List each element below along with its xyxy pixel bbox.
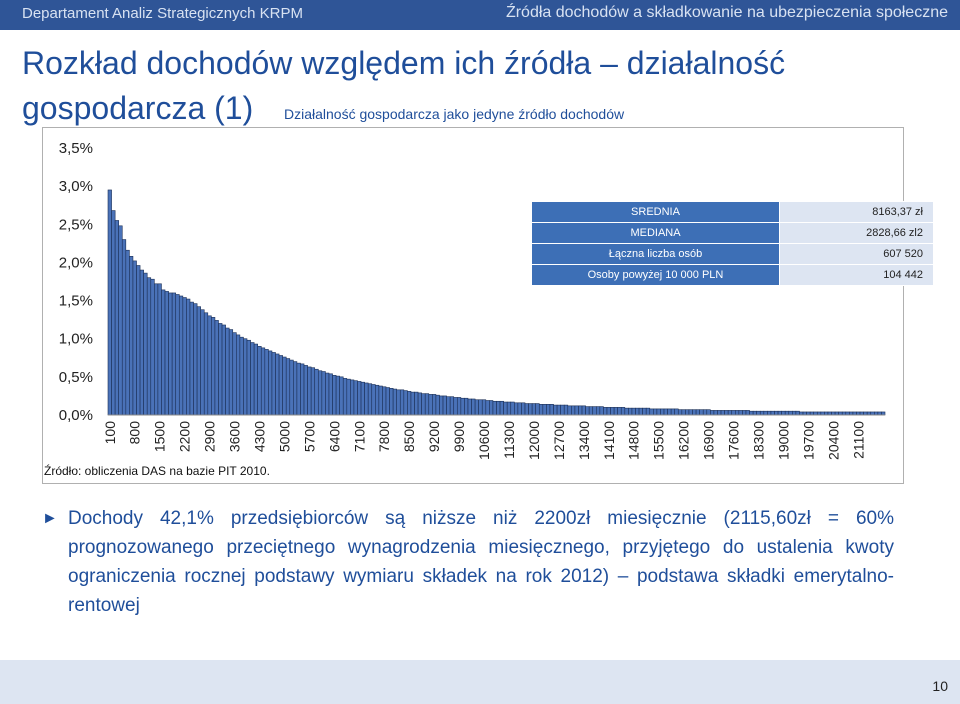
bar (350, 380, 354, 415)
bar (251, 343, 255, 415)
bar (593, 407, 597, 415)
x-tick-label: 9200 (426, 421, 443, 453)
bar (571, 406, 575, 415)
x-tick-label: 18300 (750, 421, 767, 460)
bar (393, 389, 397, 415)
stats-row-total (532, 244, 934, 265)
bar (122, 240, 126, 415)
bar (717, 410, 721, 415)
bar (368, 384, 372, 415)
bar (204, 313, 208, 415)
x-tick-label: 3600 (226, 421, 243, 453)
bar (586, 407, 590, 415)
y-tick-label: 3,0% (58, 178, 93, 196)
stats-table (531, 201, 934, 286)
x-tick-label: 2200 (176, 421, 193, 453)
bar (147, 278, 151, 415)
bar (621, 407, 625, 415)
bar (575, 406, 579, 415)
bar (707, 410, 711, 415)
stats-row-median (532, 223, 934, 244)
bar (682, 410, 686, 415)
x-tick-label: 19000 (775, 421, 792, 460)
bar (357, 381, 361, 415)
bar (336, 376, 340, 415)
bar (771, 411, 775, 415)
bar (400, 390, 404, 415)
x-tick-label: 15500 (650, 421, 667, 460)
bar (614, 407, 618, 415)
bar (382, 387, 386, 415)
bar (372, 384, 376, 415)
bar (557, 405, 561, 415)
bar (685, 410, 689, 415)
bar (464, 398, 468, 415)
bar (229, 330, 233, 415)
bar (447, 397, 451, 415)
bar (778, 411, 782, 415)
bar (211, 317, 215, 415)
bar (176, 294, 180, 415)
bar (293, 362, 297, 415)
bar (190, 302, 194, 415)
x-tick-label: 16900 (700, 421, 717, 460)
stats-label: MEDIANA (532, 223, 780, 244)
bar (258, 346, 262, 415)
bar (418, 393, 422, 415)
bar (283, 357, 287, 415)
bar (668, 409, 672, 415)
bar (215, 320, 219, 415)
bar (247, 340, 251, 415)
bar (154, 284, 158, 415)
stats-value: 2828,66 zl2 (780, 223, 934, 244)
bar (226, 328, 230, 415)
page-number: 10 (932, 678, 948, 694)
bar (129, 256, 133, 415)
bar (397, 390, 401, 415)
bar (489, 401, 493, 415)
bar (265, 349, 269, 415)
bar (333, 375, 337, 415)
bar (493, 401, 497, 415)
bar (222, 325, 226, 415)
bar (514, 403, 518, 415)
bar (443, 396, 447, 415)
bar (308, 367, 312, 415)
bar (710, 410, 714, 415)
slide-title-line1: Rozkład dochodów względem ich źródła – działalność (22, 45, 786, 81)
bar (725, 410, 729, 415)
x-tick-label: 21100 (850, 421, 867, 459)
bar (461, 398, 465, 415)
bar (632, 408, 636, 415)
bullet-point (42, 504, 894, 620)
bar (728, 410, 732, 415)
bar (525, 404, 529, 415)
bar (675, 409, 679, 415)
bar (243, 339, 247, 415)
bar (201, 310, 205, 415)
bar (600, 407, 604, 415)
x-tick-label: 5700 (301, 421, 318, 453)
x-tick-label: 5000 (276, 421, 293, 453)
x-tick-label: 13400 (575, 421, 592, 460)
bar (165, 291, 169, 415)
bar (607, 407, 611, 415)
bar (169, 293, 173, 415)
bar (254, 344, 258, 415)
x-tick-label: 9900 (451, 421, 468, 453)
bar (140, 270, 144, 415)
bar (347, 379, 351, 415)
bar (126, 250, 130, 415)
bar (550, 404, 554, 415)
y-tick-label: 1,0% (58, 330, 93, 348)
bar (792, 411, 796, 415)
bar (108, 190, 112, 415)
x-tick-label: 1500 (151, 421, 168, 453)
bar (186, 299, 190, 415)
bar (379, 386, 383, 415)
bar (546, 404, 550, 415)
bar (311, 368, 315, 415)
bar (151, 279, 155, 415)
bar (653, 409, 657, 415)
bar (618, 407, 622, 415)
y-tick-label: 3,5% (58, 140, 93, 157)
bar (172, 293, 176, 415)
presentation-topic: Źródła dochodów a składkowanie na ubezpieczenia społeczne (505, 4, 948, 21)
x-tick-label: 100 (101, 421, 118, 445)
stats-row-mean (532, 202, 934, 223)
bar (133, 261, 137, 415)
bar (161, 290, 165, 415)
department-name: Departament Analiz Strategicznych KRPM (22, 5, 303, 22)
bar (568, 406, 572, 415)
bar (468, 399, 472, 415)
bar (315, 369, 319, 415)
x-tick-label: 17600 (725, 421, 742, 460)
x-tick-label: 16200 (675, 421, 692, 460)
bar (457, 397, 461, 415)
bar (290, 360, 294, 415)
bar (329, 374, 333, 415)
bar (746, 410, 750, 415)
stats-value: 8163,37 zł (780, 202, 934, 223)
x-tick-label: 7800 (376, 421, 393, 453)
bar (529, 404, 533, 415)
bar (482, 400, 486, 415)
bar (664, 409, 668, 415)
y-tick-label: 0,5% (58, 368, 93, 386)
bar (767, 411, 771, 415)
bar (407, 391, 411, 415)
bar (268, 351, 272, 415)
bar (714, 410, 718, 415)
bar (757, 411, 761, 415)
bar (454, 397, 458, 415)
x-tick-label: 7100 (351, 421, 368, 453)
chart-frame (42, 127, 923, 484)
x-tick-label: 800 (126, 421, 143, 445)
bar (194, 304, 198, 415)
bar (119, 226, 123, 415)
bullet-text: Dochody 42,1% przedsiębiorców są niższe niż 2200zł miesięcznie (2115,60zł = 60% prognozowanego przeciętnego wynagrodzenia miesięcznego, przyjętego do ustalenia kwoty ograniczenia rocznej podstawy wymiaru składek na rok 2012) – podstawa składki emerytalno-rentowej (68, 508, 894, 616)
bar (689, 410, 693, 415)
x-tick-label: 19700 (800, 421, 817, 460)
bar (532, 404, 536, 415)
bar (472, 399, 476, 415)
x-tick-label: 8500 (401, 421, 418, 453)
bar (261, 348, 265, 415)
bar (240, 337, 244, 415)
bar (693, 410, 697, 415)
bar (753, 411, 757, 415)
bar (775, 411, 779, 415)
top-bar (0, 0, 960, 30)
triangle-bullet-icon: ► (42, 510, 58, 527)
bar (279, 355, 283, 415)
bar (318, 371, 322, 415)
bar (343, 378, 347, 415)
stats-value: 607 520 (780, 244, 934, 265)
bar (742, 410, 746, 415)
stats-label: Łączna liczba osób (532, 244, 780, 265)
bar (486, 401, 490, 415)
bar (479, 400, 483, 415)
bar (361, 382, 365, 415)
bar (504, 402, 508, 415)
bar (144, 273, 148, 415)
bar (233, 333, 237, 415)
bar (158, 284, 162, 415)
x-tick-label: 6400 (326, 421, 343, 453)
bar (425, 394, 429, 415)
chart-source-note: Źródło: obliczenia DAS na bazie PIT 2010. (44, 464, 270, 478)
bar (561, 405, 565, 415)
bar (183, 298, 187, 415)
bar (639, 408, 643, 415)
bar (511, 402, 515, 415)
bar (721, 410, 725, 415)
bar (760, 411, 764, 415)
stats-label: SREDNIA (532, 202, 780, 223)
slide-title-line2: gospodarcza (1) (22, 90, 254, 126)
bar (678, 410, 682, 415)
bar (415, 392, 419, 415)
bar (636, 408, 640, 415)
bar (603, 407, 607, 415)
bar (643, 408, 647, 415)
bar (497, 401, 501, 415)
bar (422, 394, 426, 415)
bar (700, 410, 704, 415)
bar (543, 404, 547, 415)
bar (789, 411, 793, 415)
bar (297, 363, 301, 415)
bar (507, 402, 511, 415)
bar (236, 335, 240, 415)
x-tick-label: 20400 (825, 421, 842, 460)
bar (578, 406, 582, 415)
y-tick-label: 2,0% (58, 254, 93, 272)
bar (796, 411, 800, 415)
x-tick-label: 10600 (476, 421, 493, 460)
bar (739, 410, 743, 415)
bar (596, 407, 600, 415)
bar (628, 408, 632, 415)
bar (411, 392, 415, 415)
bar (272, 352, 276, 415)
y-tick-label: 2,5% (58, 216, 93, 234)
bar (432, 394, 436, 415)
bar (518, 403, 522, 415)
bar (112, 211, 116, 415)
bar (582, 406, 586, 415)
bar (660, 409, 664, 415)
bar (671, 409, 675, 415)
bar (536, 404, 540, 415)
x-tick-label: 12000 (525, 421, 542, 460)
bar (475, 400, 479, 415)
y-tick-label: 0,0% (58, 407, 93, 424)
bar (785, 411, 789, 415)
bar (750, 411, 754, 415)
bar (625, 408, 629, 415)
bar (300, 364, 304, 415)
bar (197, 307, 201, 415)
bar (436, 395, 440, 415)
footer-bar (0, 660, 960, 704)
bar (696, 410, 700, 415)
bar (304, 365, 308, 415)
x-tick-label: 14100 (600, 421, 617, 460)
stats-row-above-10000 (532, 265, 934, 286)
bar (179, 296, 183, 415)
bar (439, 396, 443, 415)
bar (564, 405, 568, 415)
bar (340, 377, 344, 415)
bar (554, 405, 558, 415)
bar (375, 385, 379, 415)
stats-value: 104 442 (780, 265, 934, 286)
x-tick-label: 2900 (201, 421, 218, 453)
bar (589, 407, 593, 415)
bar (611, 407, 615, 415)
x-tick-label: 11300 (500, 421, 517, 459)
bar (137, 265, 141, 415)
chart-subtitle: Działalność gospodarcza jako jedyne źródło dochodów (284, 106, 625, 122)
bar (218, 323, 222, 415)
income-distribution-chart (43, 128, 903, 483)
stats-label: Osoby powyżej 10 000 PLN (532, 265, 780, 286)
bar (539, 404, 543, 415)
x-tick-label: 12700 (550, 421, 567, 460)
bar (657, 409, 661, 415)
bar (732, 410, 736, 415)
bar (365, 383, 369, 415)
y-tick-label: 1,5% (58, 292, 93, 310)
bar (646, 408, 650, 415)
bar (500, 401, 504, 415)
bar (276, 354, 280, 415)
bar (322, 372, 326, 415)
bar (286, 359, 290, 415)
bar (735, 410, 739, 415)
bar (404, 391, 408, 415)
x-tick-label: 4300 (251, 421, 268, 453)
bar (325, 373, 329, 415)
bar (703, 410, 707, 415)
bar (782, 411, 786, 415)
bar (764, 411, 768, 415)
bar (115, 220, 119, 415)
bar (390, 388, 394, 415)
bar (429, 394, 433, 415)
bar (450, 397, 454, 415)
bar (354, 381, 358, 415)
bar (521, 403, 525, 415)
bar (650, 409, 654, 415)
x-tick-label: 14800 (625, 421, 642, 460)
bar (208, 316, 212, 415)
bar (386, 388, 390, 415)
